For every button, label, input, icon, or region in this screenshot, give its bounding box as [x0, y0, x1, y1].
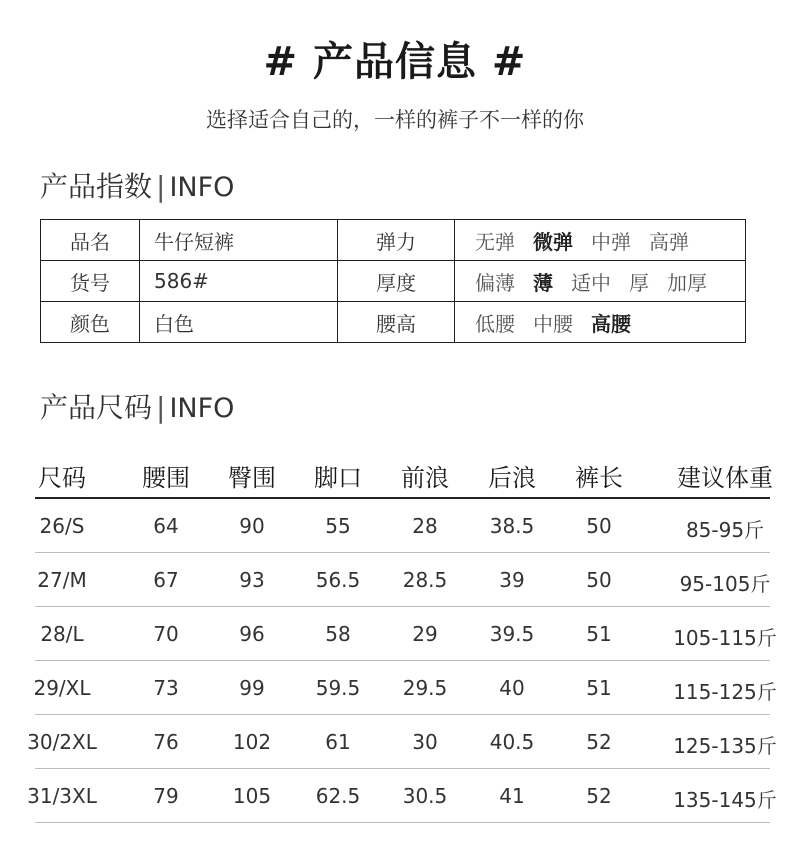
size-table-header-cell: 脚口	[314, 464, 362, 492]
table-cell: 64	[153, 514, 179, 538]
size-table-header-cell: 建议体重	[677, 464, 773, 492]
table-cell: 39.5	[489, 622, 535, 646]
section-heading-cn: 产品指数	[40, 170, 153, 203]
table-cell: 30/2XL	[27, 730, 97, 754]
option: 中腰	[533, 311, 573, 336]
table-cell: 40	[499, 676, 525, 700]
table-cell: 73	[153, 676, 179, 700]
size-table-header-cell: 臀围	[228, 464, 276, 492]
table-cell: 38.5	[489, 514, 535, 538]
table-cell: 29/XL	[33, 676, 91, 700]
section-heading-cn: 产品尺码	[40, 391, 153, 424]
option: 无弹	[475, 229, 515, 254]
table-cell: 93	[239, 568, 265, 592]
table-cell: 67	[153, 568, 179, 592]
table-cell: 135-145斤	[673, 788, 777, 812]
size-table-header-cell: 前浪	[401, 464, 449, 492]
size-table-header	[35, 450, 773, 499]
info-label: 货号	[41, 261, 140, 302]
table-cell: 41	[499, 784, 525, 808]
info-row	[41, 261, 746, 302]
section-heading-info	[40, 165, 234, 205]
table-cell: 62.5	[315, 784, 361, 808]
size-table-header-cell: 尺码	[38, 464, 86, 492]
option: 低腰	[475, 311, 515, 336]
table-cell: 90	[239, 514, 265, 538]
table-cell: 55	[325, 514, 351, 538]
table-cell: 52	[586, 784, 612, 808]
info-attribute-options	[455, 220, 746, 261]
table-cell: 70	[153, 622, 179, 646]
table-cell: 99	[239, 676, 265, 700]
table-cell: 95-105斤	[679, 572, 771, 596]
table-cell: 79	[153, 784, 179, 808]
info-attribute-label: 厚度	[338, 261, 455, 302]
table-cell: 115-125斤	[673, 680, 777, 704]
table-cell: 61	[325, 730, 351, 754]
table-cell: 50	[586, 514, 612, 538]
info-label: 颜色	[41, 302, 140, 343]
info-row	[41, 302, 746, 343]
info-value: 白色	[140, 302, 338, 343]
table-cell: 102	[232, 730, 272, 754]
table-cell: 30.5	[402, 784, 448, 808]
table-cell: 96	[239, 622, 265, 646]
size-table-header-cell: 腰围	[142, 464, 190, 492]
table-cell: 30	[412, 730, 438, 754]
table-cell: 50	[586, 568, 612, 592]
info-value: 牛仔短裤	[140, 220, 338, 261]
product-info-table	[40, 219, 746, 343]
table-cell: 29	[412, 622, 438, 646]
table-cell: 52	[586, 730, 612, 754]
table-row	[33, 661, 777, 715]
info-value: 586#	[140, 261, 338, 302]
option-selected: 微弹	[533, 229, 573, 254]
page-title: # 产品信息 #	[263, 39, 527, 85]
option: 厚	[629, 270, 649, 295]
info-attribute-label: 腰高	[338, 302, 455, 343]
section-heading-separator: |	[156, 391, 166, 424]
section-heading-separator: |	[156, 170, 166, 203]
table-cell: 59.5	[315, 676, 361, 700]
table-cell: 26/S	[39, 514, 85, 538]
option-selected: 高腰	[591, 311, 631, 336]
table-cell: 28/L	[40, 622, 84, 646]
section-heading-size	[40, 386, 234, 426]
table-cell: 105-115斤	[673, 626, 777, 650]
table-cell: 85-95斤	[685, 518, 765, 542]
table-cell: 51	[586, 622, 612, 646]
table-cell: 27/M	[37, 568, 87, 592]
table-cell: 56.5	[315, 568, 361, 592]
option: 加厚	[667, 270, 707, 295]
table-row	[27, 769, 777, 823]
table-cell: 28	[412, 514, 438, 538]
size-table-header-cell: 裤长	[575, 464, 623, 492]
section-heading-en: INFO	[169, 393, 235, 424]
option-selected: 薄	[533, 270, 553, 295]
table-cell: 76	[153, 730, 179, 754]
table-row	[35, 607, 777, 661]
size-table-header-cell: 后浪	[488, 464, 536, 492]
table-cell: 31/3XL	[27, 784, 97, 808]
page-subtitle: 选择适合自己的，一样的裤子不一样的你	[206, 108, 584, 132]
table-row	[27, 715, 777, 769]
info-attribute-options	[455, 302, 746, 343]
info-row	[41, 220, 746, 261]
option: 适中	[571, 270, 611, 295]
table-row	[35, 553, 770, 607]
table-cell: 51	[586, 676, 612, 700]
section-heading-en: INFO	[169, 172, 235, 203]
table-cell: 125-135斤	[673, 734, 777, 758]
option: 中弹	[591, 229, 631, 254]
option: 高弹	[649, 229, 689, 254]
table-cell: 28.5	[402, 568, 448, 592]
table-row	[35, 499, 770, 553]
size-table	[27, 450, 777, 823]
table-cell: 105	[232, 784, 272, 808]
info-label: 品名	[41, 220, 140, 261]
table-cell: 29.5	[402, 676, 448, 700]
info-attribute-options	[455, 261, 746, 302]
table-cell: 40.5	[489, 730, 535, 754]
option: 偏薄	[475, 270, 515, 295]
table-cell: 58	[325, 622, 351, 646]
info-attribute-label: 弹力	[338, 220, 455, 261]
table-cell: 39	[499, 568, 525, 592]
